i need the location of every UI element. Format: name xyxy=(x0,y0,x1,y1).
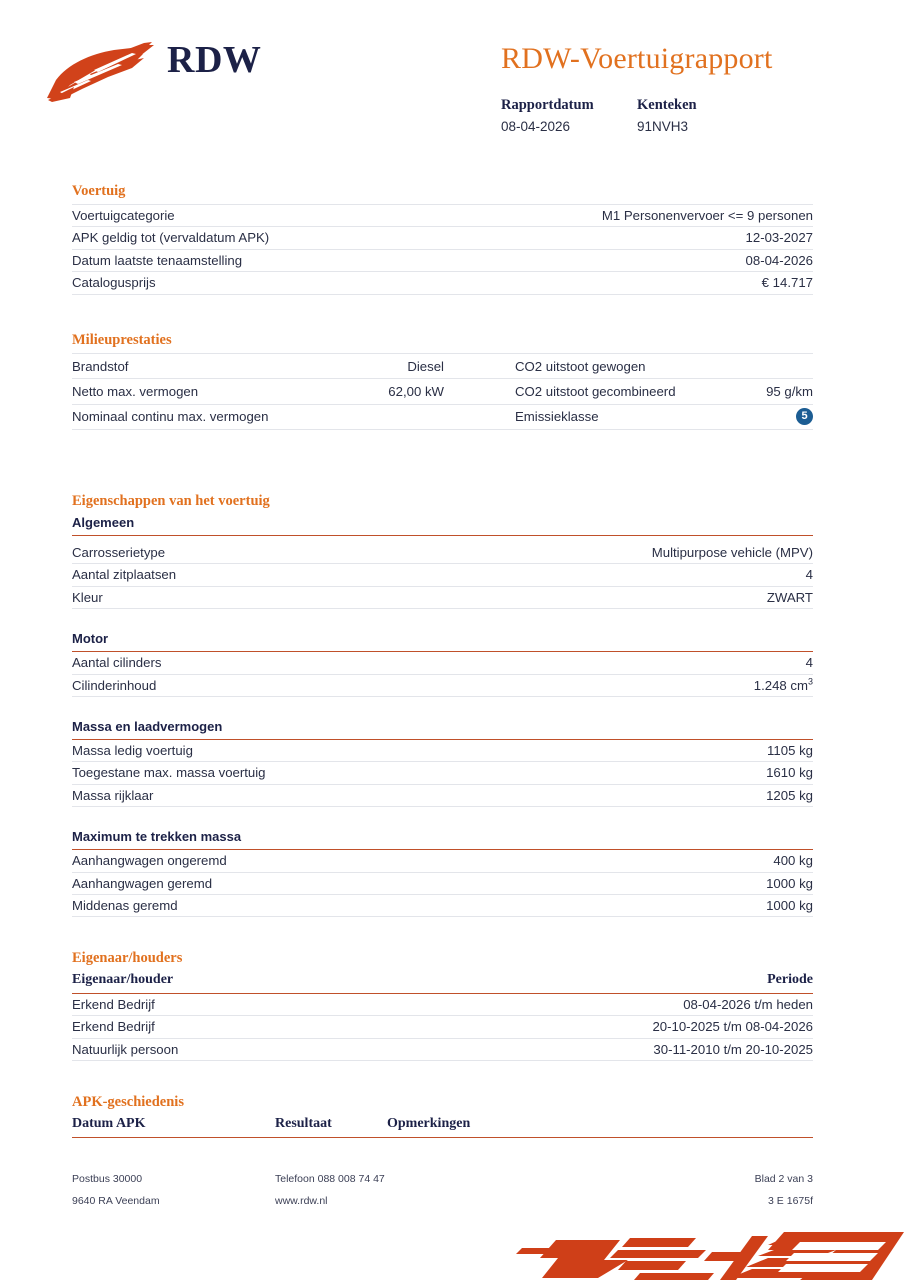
row-value: 1610 kg xyxy=(766,765,813,781)
apk-table-header xyxy=(72,1115,813,1133)
owners-table-header xyxy=(72,971,813,989)
group-massa xyxy=(72,718,813,807)
group-title-massa: Massa en laadvermogen xyxy=(72,718,223,734)
row-label-right: Emissieklasse xyxy=(515,409,599,425)
table-row xyxy=(72,762,813,784)
table-row xyxy=(72,785,813,807)
owner-name: Natuurlijk persoon xyxy=(72,1041,179,1057)
owners-rows xyxy=(72,994,813,1061)
report-date-block xyxy=(501,96,637,137)
rdw-wordmark: RDW xyxy=(167,39,262,81)
row-label: Datum laatste tenaamstelling xyxy=(72,252,243,268)
row-label: Massa rijklaar xyxy=(72,787,154,803)
group-algemeen xyxy=(72,514,813,609)
row-value: ZWART xyxy=(766,589,813,605)
owner-name: Erkend Bedrijf xyxy=(72,997,155,1012)
table-row xyxy=(72,227,813,249)
table-row xyxy=(72,740,813,762)
row-value: 1105 kg xyxy=(767,742,813,758)
column-header-apk-date: Datum APK xyxy=(72,1116,146,1131)
row-label-left: Brandstof xyxy=(72,358,129,374)
table-row xyxy=(72,1016,813,1038)
row-label: Aanhangwagen ongeremd xyxy=(72,853,227,869)
report-header xyxy=(0,0,904,160)
license-plate-value: 91NVH3 xyxy=(637,119,689,134)
section-eigenschappen xyxy=(72,492,813,917)
voertuig-rows xyxy=(72,205,813,295)
row-label: Catalogusprijs xyxy=(72,275,156,291)
row-label-right: CO2 uitstoot gecombineerd xyxy=(515,383,676,399)
row-value-text: 1.248 cm xyxy=(753,677,808,693)
milieu-rows xyxy=(72,354,813,430)
section-voertuig xyxy=(72,182,813,295)
table-row xyxy=(72,354,813,379)
table-row xyxy=(72,379,813,404)
license-plate-block xyxy=(637,96,773,137)
row-value: 1000 kg xyxy=(766,897,813,913)
row-value: 4 xyxy=(805,567,813,583)
footer-row xyxy=(72,1168,813,1190)
report-date-label: Rapportdatum xyxy=(501,97,594,113)
row-label: Carrosserietype xyxy=(72,545,166,560)
table-row xyxy=(72,564,813,586)
row-value: 4 xyxy=(805,655,813,671)
owner-period: 20-10-2025 t/m 08-04-2026 xyxy=(652,1019,813,1035)
group-motor xyxy=(72,630,813,697)
report-meta xyxy=(501,96,773,137)
table-row xyxy=(72,873,813,895)
owner-name: Erkend Bedrijf xyxy=(72,1019,155,1035)
table-row xyxy=(72,1039,813,1061)
row-label: APK geldig tot (vervaldatum APK) xyxy=(72,230,270,246)
table-row xyxy=(72,405,813,430)
row-value-right xyxy=(751,408,813,425)
row-value-left: 62,00 kW xyxy=(388,383,444,399)
rdw-feather-logo-icon xyxy=(44,40,164,104)
row-label: Aantal cilinders xyxy=(72,655,162,671)
page-title: RDW-Voertuigrapport xyxy=(501,42,773,75)
row-label-left: Netto max. vermogen xyxy=(72,383,199,399)
row-label-right: CO2 uitstoot gewogen xyxy=(515,358,646,374)
footer-doc-code: 3 E 1675f xyxy=(768,1195,813,1207)
emission-class-badge: 5 xyxy=(796,408,813,425)
footer-website: www.rdw.nl xyxy=(275,1195,328,1207)
row-value-right: 95 g/km xyxy=(766,383,813,399)
group-title-algemeen: Algemeen xyxy=(72,515,135,530)
row-value: M1 Personenvervoer <= 9 personen xyxy=(601,208,813,223)
table-row xyxy=(72,675,813,697)
table-row xyxy=(72,250,813,272)
table-row xyxy=(72,652,813,674)
report-date-value: 08-04-2026 xyxy=(501,119,571,134)
table-row xyxy=(72,994,813,1016)
table-row xyxy=(72,895,813,917)
owner-period: 30-11-2010 t/m 20-10-2025 xyxy=(653,1041,813,1057)
rdw-stripe-graphic-icon xyxy=(500,1220,904,1280)
table-row xyxy=(72,850,813,872)
column-header-period: Periode xyxy=(767,972,813,987)
row-label: Aantal zitplaatsen xyxy=(72,567,177,583)
owner-period: 08-04-2026 t/m heden xyxy=(683,997,813,1012)
group-title-motor: Motor xyxy=(72,631,109,647)
row-value-left: Diesel xyxy=(407,358,444,374)
section-title-voertuig: Voertuig xyxy=(72,183,126,199)
page-footer xyxy=(72,1168,813,1212)
group-trekken-massa xyxy=(72,828,813,917)
rdw-logo xyxy=(44,32,304,108)
section-milieuprestaties xyxy=(72,331,813,430)
section-title-milieuprestaties: Milieuprestaties xyxy=(72,332,172,348)
footer-address-line2: 9640 RA Veendam xyxy=(72,1195,160,1207)
row-value: € 14.717 xyxy=(761,275,813,291)
section-title-eigenschappen: Eigenschappen van het voertuig xyxy=(72,493,270,509)
row-label-left: Nominaal continu max. vermogen xyxy=(72,409,269,425)
row-value-superscript: 3 xyxy=(808,676,813,687)
row-value: 12-03-2027 xyxy=(745,230,813,246)
footer-row xyxy=(72,1190,813,1212)
row-label: Massa ledig voertuig xyxy=(72,742,193,758)
row-value: 1000 kg xyxy=(766,875,813,891)
table-row xyxy=(72,542,813,564)
column-header-apk-result: Resultaat xyxy=(275,1116,332,1131)
footer-phone: Telefoon 088 008 74 47 xyxy=(275,1173,385,1185)
row-label: Voertuigcategorie xyxy=(72,208,175,223)
table-row xyxy=(72,272,813,294)
footer-address-line1: Postbus 30000 xyxy=(72,1173,143,1185)
divider xyxy=(72,1137,813,1138)
section-eigenaar-houders xyxy=(72,949,813,1061)
section-title-eigenaar-houders: Eigenaar/houders xyxy=(72,950,183,966)
license-plate-label: Kenteken xyxy=(637,97,697,113)
section-title-apk-geschiedenis: APK-geschiedenis xyxy=(72,1094,184,1110)
row-value: Multipurpose vehicle (MPV) xyxy=(651,545,813,560)
row-value: 08-04-2026 xyxy=(745,252,813,268)
column-header-owner: Eigenaar/houder xyxy=(72,972,174,987)
footer-page-number: Blad 2 van 3 xyxy=(754,1173,813,1185)
row-label: Kleur xyxy=(72,589,103,605)
table-row xyxy=(72,587,813,609)
row-label: Cilinderinhoud xyxy=(72,677,157,693)
row-value: 400 kg xyxy=(773,853,813,869)
table-row xyxy=(72,205,813,227)
column-header-apk-remarks: Opmerkingen xyxy=(387,1116,471,1131)
row-label: Toegestane max. massa voertuig xyxy=(72,765,266,781)
row-value xyxy=(754,675,813,696)
group-title-trekken-massa: Maximum te trekken massa xyxy=(72,829,242,845)
row-value: 1205 kg xyxy=(766,787,813,803)
row-label: Middenas geremd xyxy=(72,897,178,913)
section-apk-geschiedenis xyxy=(72,1093,813,1138)
row-label: Aanhangwagen geremd xyxy=(72,875,213,891)
